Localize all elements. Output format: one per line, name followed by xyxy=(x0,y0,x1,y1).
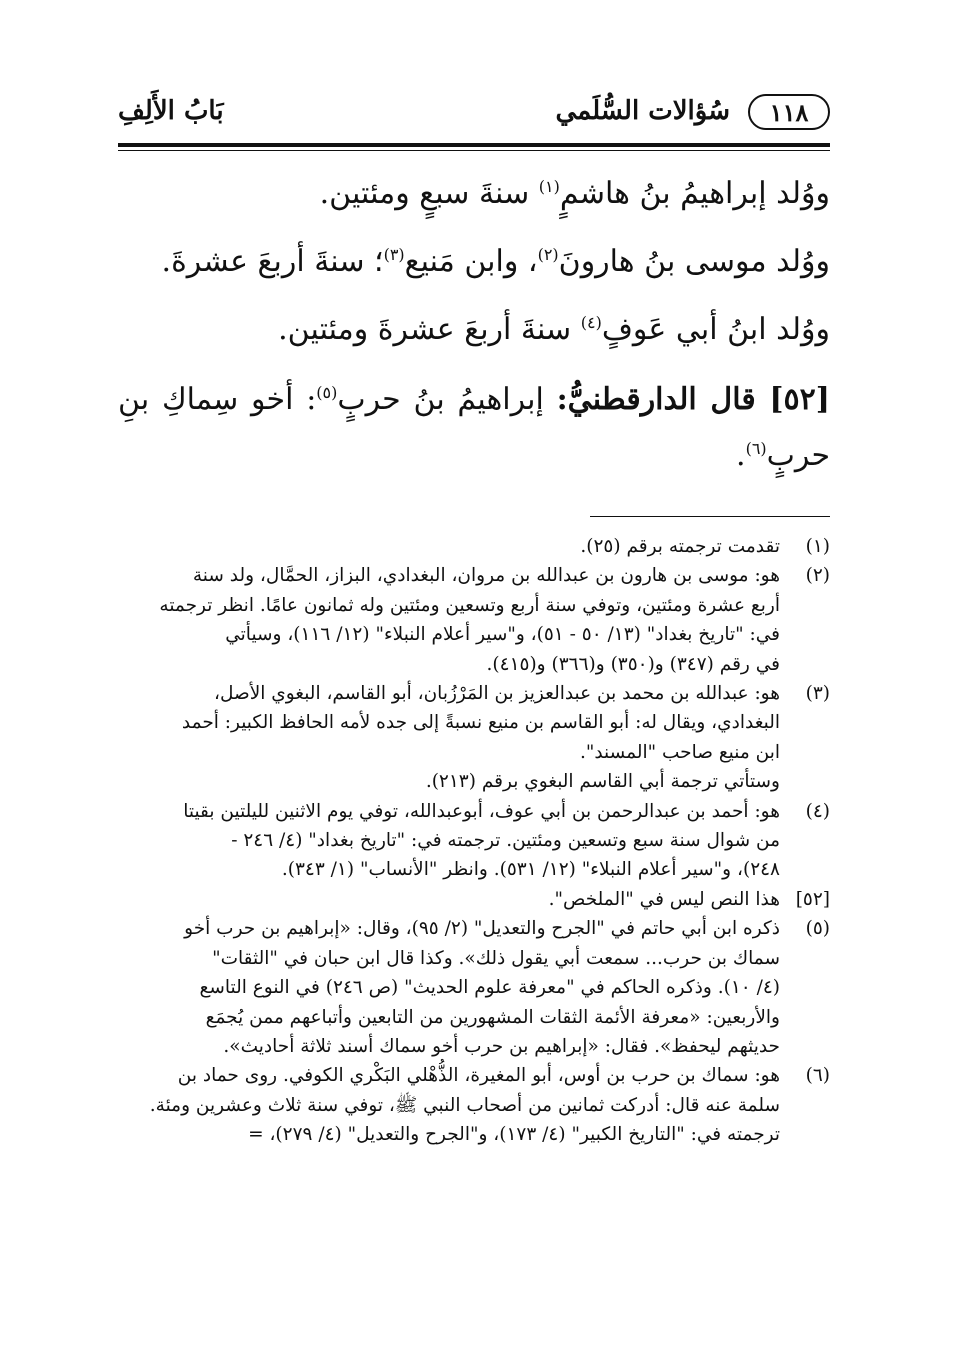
running-header xyxy=(118,92,830,134)
footnote-6 xyxy=(118,1061,830,1149)
book-title: سُؤالات السُّلَمي xyxy=(555,96,730,126)
page-number-badge xyxy=(748,94,830,130)
footnote-number: (٦) xyxy=(805,1065,830,1087)
footnote-text: هو: سماك بن حرب بن أوس، أبو المغيرة، الذُّهْلي البَكْري الكوفي. روى حماد بن سلمة عنه قال: أدركت ثمانين من أصحاب النبي ﷺ، توفي سنة ثلاث وعشرين ومئة. ترجمته في: "التاريخ الكبير" (٤/ ١٧٣)، و"الجرح والتعديل" (٤/ ٢٧٩)، = xyxy=(149,1065,780,1146)
footnote-1 xyxy=(118,532,830,561)
footnote-number: (٣) xyxy=(805,683,830,705)
footnote-number: [٥٢] xyxy=(795,888,830,910)
footnote-52 xyxy=(118,885,830,914)
footnote-5 xyxy=(118,914,830,1061)
body-entry-52: [٥٢] قال الدارقطنيُّ: إبراهيمُ بنُ حربٍ$^{(٥)}$: أخو سِماكِ بنِ حربٍ$^{(٦)}$. xyxy=(118,382,830,473)
footnotes xyxy=(118,532,830,1150)
footnote-text: ذكره ابن أبي حاتم في "الجرح والتعديل" (٢/ ٩٥)، وقال: «إبراهيم بن حرب أخو سماك بن حرب... سمعت أبي يقول ذلك». وكذا قال ابن حبان في "الثقات" (٤/ ١٠). وذكره الحاكم في "معرفة علوم الحديث" (ص ٢٤٦) في النوع التاسع والأربعين: «معرفة الأئمة الثقات المشهورين من التابعين وأتباعهم ممن يُجمَع حديثهم ليحفظ». فقال: «إبراهيم بن حرب أخو سماك أسند ثلاثة أحاديث». xyxy=(184,918,780,1057)
footnote-text: هذا النص ليس في "الملخص". xyxy=(548,888,780,910)
header-rule-thick xyxy=(118,143,830,147)
body-line-3: ووُلد ابنُ أبي عَوفٍ$^{(٤)}$ سنةَ أربعَ عشرةَ ومئتين. xyxy=(278,312,830,347)
footnote-number: (١) xyxy=(805,536,830,557)
footnote-text: هو: عبدالله بن محمد بن عبدالعزيز بن المَرْزُبان، أبو القاسم، البغوي الأصل، البغدادي، ويقال له: أبو القاسم بن منيع نسبةً إلى جده لأمه الحافظ الكبير: أحمد ابن منيع صاحب "المسند". وستأتي ترجمة أبي القاسم البغوي برقم (٢١٣). xyxy=(181,683,780,793)
chapter-title: بَابُ الأَلِفِ xyxy=(118,96,224,126)
footnote-ref: (٦) xyxy=(745,439,767,458)
main-text xyxy=(118,160,830,484)
footnote-text: هو: أحمد بن عبدالرحمن بن أبي عوف، أبوعبدالله، توفي يوم الاثنين لليلتين بقيتا من شوال سنة سبع وتسعين ومئتين. ترجمته في: "تاريخ بغداد" (٤/ ٢٤٦ - ٢٤٨)، و"سير أعلام النبلاء" (١٢/ ٥٣١). وانظر "الأنساب" (١/ ٣٤٣). xyxy=(183,800,780,881)
body-line-2: ووُلد موسى بنُ هارونَ$^{(٢)}$، وابن مَنيع$^{(٣)}$؛ سنةَ أربعَ عشرةَ. xyxy=(161,244,830,279)
footnote-text: تقدمت ترجمته برقم (٢٥). xyxy=(580,536,780,557)
footnote-3 xyxy=(118,679,830,797)
header-rule-thin xyxy=(118,150,830,151)
entry-label: [٥٢] قال الدارقطنيُّ: xyxy=(556,382,830,417)
footnote-text: هو: موسى بن هارون بن عبدالله بن مروان، البغدادي، البزاز، الحمَّال، ولد سنة أربع عشرة ومئتين، وتوفي سنة أربع وتسعين ومئتين وله ثمانون عامًا. انظر ترجمته في: "تاريخ بغداد" (١٣/ ٥٠ - ٥١)، و"سير أعلام النبلاء" (١٢/ ١١٦)، وسيأتي في رقم (٣٤٧) و(٣٥٠) و(٣٦٦) و(٤١٥). xyxy=(159,565,780,675)
footnote-separator xyxy=(590,516,830,517)
footnote-ref: (٣) xyxy=(383,245,405,264)
footnote-ref: (١) xyxy=(538,177,560,196)
footnote-4 xyxy=(118,797,830,885)
footnote-number: (٤) xyxy=(805,800,830,822)
body-line-1: ووُلد إبراهيمُ بنُ هاشمٍ$^{(١)}$ سنةَ سبعٍ ومئتين. xyxy=(319,176,830,211)
footnote-2 xyxy=(118,561,830,679)
footnote-number: (٥) xyxy=(805,918,830,940)
footnote-ref: (٤) xyxy=(580,313,602,332)
footnote-ref: (٢) xyxy=(537,245,559,264)
footnote-number: (٢) xyxy=(805,565,830,587)
page-number: ١١٨ xyxy=(769,97,809,127)
footnote-ref: (٥) xyxy=(316,383,338,402)
